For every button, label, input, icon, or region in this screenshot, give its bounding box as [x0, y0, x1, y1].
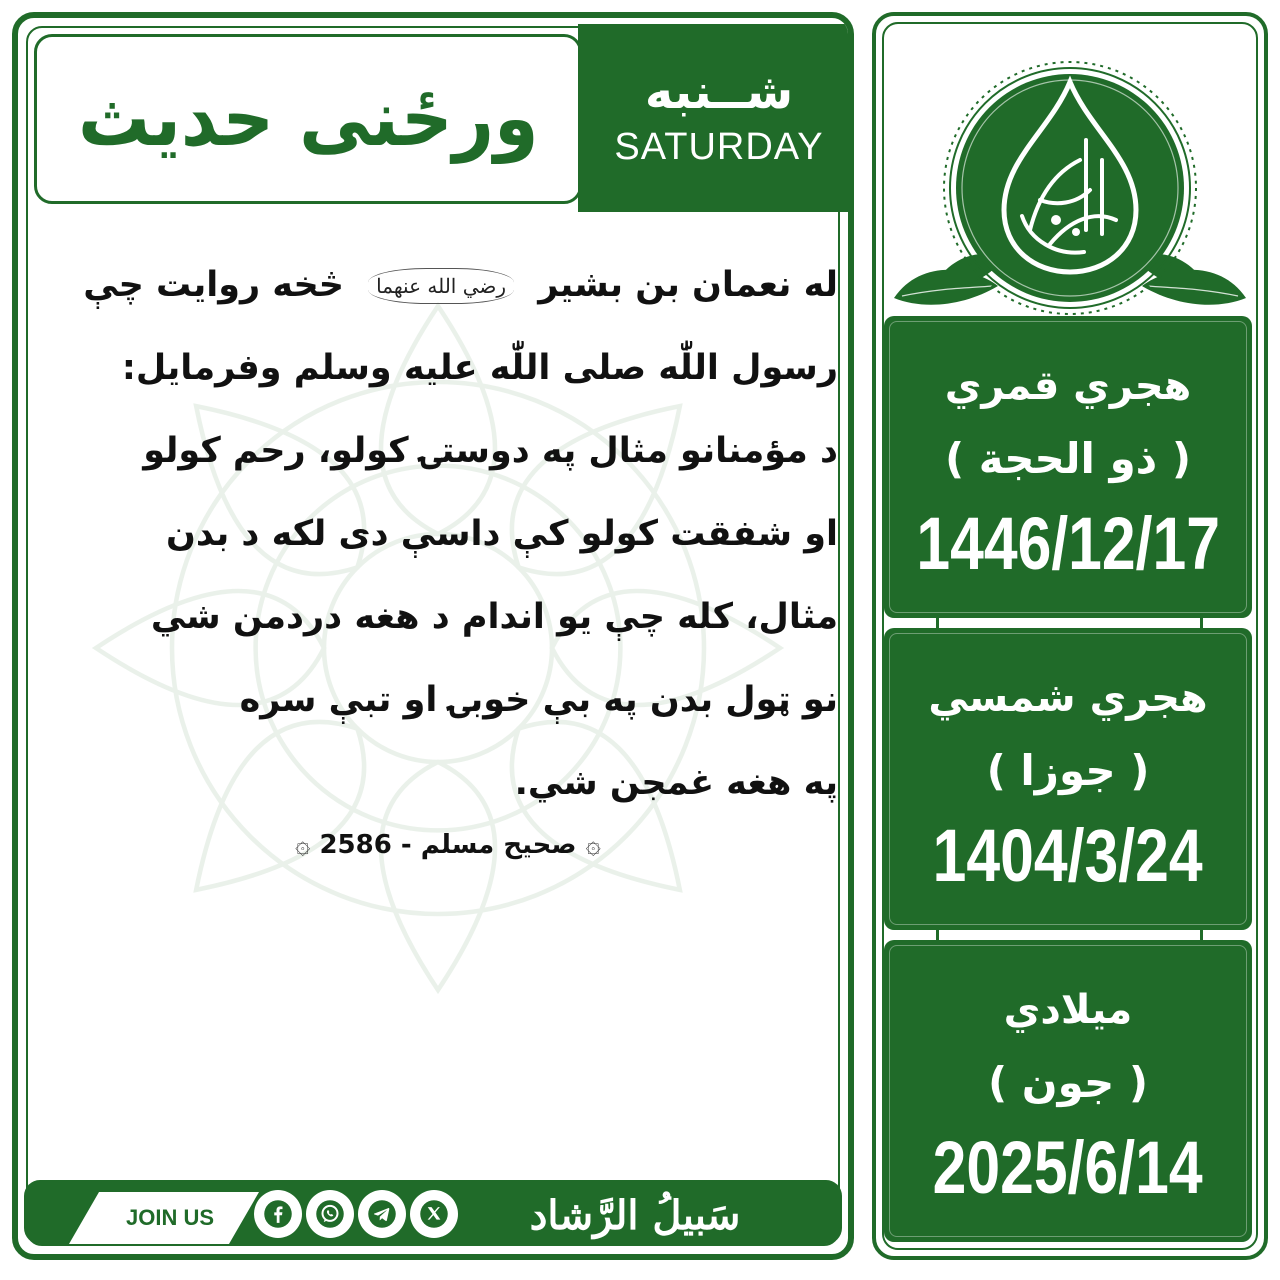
hadith-line-text: له نعمان بن بشیر	[538, 265, 838, 305]
page-title: ورځنی حدیث	[77, 74, 539, 164]
hadith-line-text: څخه روایت چې	[83, 265, 344, 305]
weekday-english: SATURDAY	[614, 125, 824, 168]
hadith-line-6: نو ټول بدن په بې خوبۍ او تبې سره	[239, 680, 838, 720]
hadith-card	[12, 12, 854, 1260]
facebook-glyph-icon	[263, 1199, 293, 1229]
hadith-line-4: او شفقت کولو کې داسې دی لکه د بدن	[166, 514, 838, 554]
facebook-icon[interactable]	[254, 1190, 302, 1238]
hadith-line-3: د مؤمنانو مثال په دوستۍ کولو، رحم کولو	[143, 431, 838, 471]
weekday-pashto: شــنبه	[644, 63, 794, 120]
hijri-lunar-label: هجري قمري	[944, 363, 1192, 409]
x-glyph-icon	[419, 1199, 449, 1229]
hijri-solar-date: 1404/3/24	[933, 814, 1203, 897]
hijri-solar-box	[884, 628, 1252, 930]
hadith-line-7: په هغه غمجن شي.	[514, 763, 838, 803]
gregorian-date: 2025/6/14	[933, 1126, 1203, 1209]
telegram-icon[interactable]	[358, 1190, 406, 1238]
weekday-box	[578, 24, 854, 212]
hadith-text	[58, 244, 838, 825]
gregorian-label: میلادي	[1003, 987, 1133, 1033]
hijri-solar-month: ( جوزا )	[986, 746, 1150, 795]
hadith-line-2: رسول اللّٰه صلی اللّٰه علیه وسلم وفرمایل:	[121, 348, 838, 388]
hijri-solar-label: هجري شمسي	[928, 675, 1208, 721]
telegram-glyph-icon	[367, 1199, 397, 1229]
whatsapp-icon[interactable]	[306, 1190, 354, 1238]
gregorian-box	[884, 940, 1252, 1242]
ornament-left: ۞	[295, 830, 311, 860]
x-icon[interactable]	[410, 1190, 458, 1238]
join-us-label[interactable]: JOIN US	[125, 1205, 215, 1230]
hadith-line-1	[58, 244, 838, 327]
header-title-box	[34, 34, 582, 204]
hijri-lunar-date: 1446/12/17	[916, 502, 1220, 585]
reference-text: صحیح مسلم - 2586	[319, 830, 577, 860]
hijri-lunar-box	[884, 316, 1252, 618]
ornament-right: ۞	[585, 830, 601, 860]
hijri-lunar-month: ( ذو الحجة )	[944, 434, 1192, 483]
brand-logo-icon	[880, 20, 1260, 320]
hadith-reference	[58, 830, 838, 860]
hadith-line-5: مثال، کله چې یو اندام د هغه دردمن شي	[150, 597, 838, 637]
brand-name: سَبیلُ الرَّشاد	[529, 1192, 741, 1239]
whatsapp-glyph-icon	[315, 1199, 345, 1229]
honorific-badge: رضي الله عنهما	[368, 268, 514, 304]
gregorian-month: ( جون )	[987, 1058, 1149, 1107]
